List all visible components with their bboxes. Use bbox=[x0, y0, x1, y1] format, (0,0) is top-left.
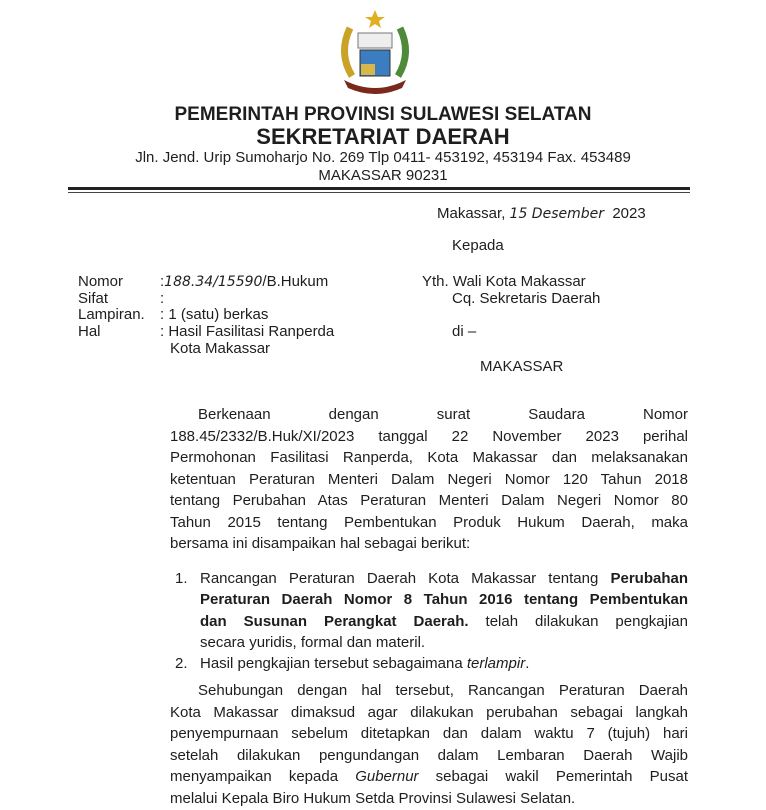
text-line: Kota Makassar dimaksud agar dilakukan perubahan sebagai langkah bbox=[170, 704, 688, 721]
recipient-cq: Cq. Sekretaris Daerah bbox=[452, 290, 601, 307]
recipient-name: Yth. Wali Kota Makassar bbox=[422, 273, 586, 290]
meta-label: Nomor bbox=[78, 273, 124, 290]
divider-thick bbox=[68, 187, 690, 190]
divider-thin bbox=[68, 192, 690, 193]
text-line: menyampaikan kepada Gubernur sebagai wakil Pemerintah Pusat bbox=[170, 768, 689, 785]
text-line: Tahun 2015 tentang Pembentukan Produk Hukum Daerah, maka bbox=[170, 514, 688, 531]
meta-value: :188.34/15590/B.Hukum bbox=[160, 273, 329, 290]
recipient-kepada: Kepada bbox=[452, 237, 504, 254]
list-item-text: secara yuridis, formal dan materil. bbox=[200, 634, 426, 651]
text-line: 188.45/2332/B.Huk/XI/2023 tanggal 22 November 2023 perihal bbox=[170, 428, 688, 445]
text-line: melalui Kepala Biro Hukum Setda Provinsi Sulawesi Selatan. bbox=[170, 790, 576, 807]
text-line: Permohonan Fasilitasi Ranperda, Kota Makassar dan melaksanakan bbox=[170, 449, 688, 466]
list-item-text: Hasil pengkajian tersebut sebagaimana terlampir. bbox=[200, 655, 530, 672]
meta-label: Sifat bbox=[78, 290, 109, 307]
text-line: tentang Perubahan Atas Peraturan Menteri Dalam Negeri Nomor 80 bbox=[170, 492, 688, 509]
text-line: setelah dilakukan pengundangan dalam Lembaran Daerah Wajib bbox=[170, 747, 688, 764]
letterhead-office: SEKRETARIAT DAERAH bbox=[256, 124, 510, 149]
recipient-di: di – bbox=[452, 323, 477, 340]
meta-sep: : bbox=[160, 290, 165, 307]
meta-label: Lampiran. bbox=[78, 306, 145, 323]
meta-value: : Hasil Fasilitasi Ranperda bbox=[160, 323, 335, 340]
text-line: ketentuan Peraturan Menteri Dalam Negeri Nomor 120 Tahun 2018 bbox=[170, 471, 688, 488]
list-number: 2. bbox=[175, 655, 188, 672]
list-item-text: Peraturan Daerah Nomor 8 Tahun 2016 tentang Pembentukan bbox=[200, 591, 688, 608]
list-number: 1. bbox=[175, 570, 188, 587]
list-item-text: Rancangan Peraturan Daerah Kota Makassar tentang Perubahan bbox=[200, 570, 688, 587]
letterhead-government: PEMERINTAH PROVINSI SULAWESI SELATAN bbox=[174, 104, 592, 125]
meta-value: : 1 (satu) berkas bbox=[160, 306, 269, 323]
text-line: penyempurnaan sebelum ditetapkan dan dalam waktu 7 (tujuh) hari bbox=[170, 725, 688, 742]
provincial-emblem-logo bbox=[330, 8, 420, 98]
recipient-city: MAKASSAR bbox=[480, 358, 564, 375]
meta-label: Hal bbox=[78, 323, 101, 340]
letterhead-address: Jln. Jend. Urip Sumoharjo No. 269 Tlp 0411- 453192, 453194 Fax. 453489 bbox=[135, 149, 631, 166]
text-line: Sehubungan dengan hal tersebut, Rancangan Peraturan Daerah bbox=[198, 682, 688, 699]
meta-value: Kota Makassar bbox=[170, 340, 271, 357]
letter-date: Makassar, 15 Desember 2023 bbox=[437, 205, 646, 222]
text-line: Berkenaan dengan surat Saudara Nomor bbox=[198, 406, 688, 423]
text-line: bersama ini disampaikan hal sebagai berikut: bbox=[170, 535, 471, 552]
list-item-text: dan Susunan Perangkat Daerah. telah dilakukan pengkajian bbox=[200, 613, 688, 630]
letterhead-city: MAKASSAR 90231 bbox=[318, 167, 448, 184]
